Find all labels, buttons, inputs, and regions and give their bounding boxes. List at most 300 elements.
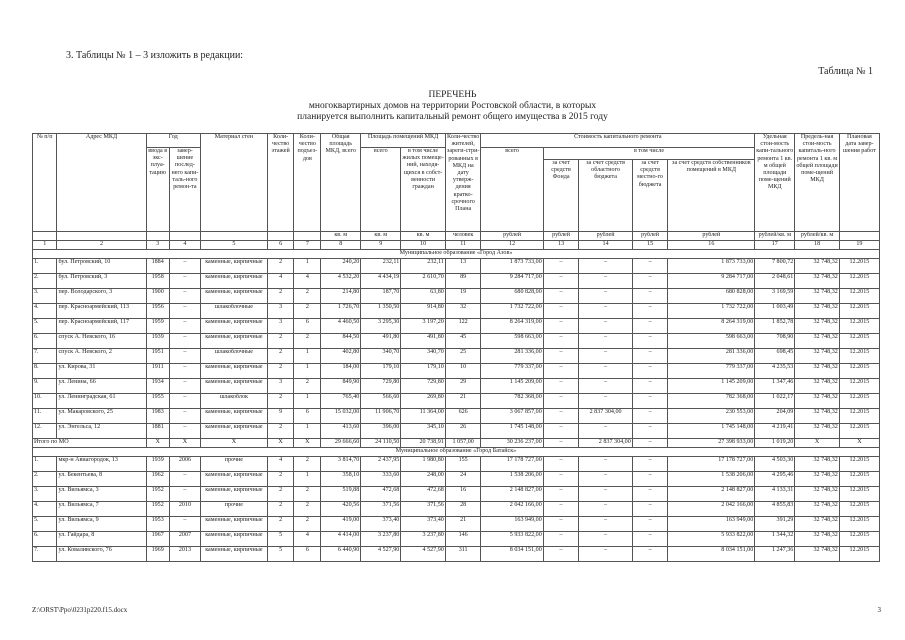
table-row [33,394,880,409]
title-line-1: ПЕРЕЧЕНЬ [428,90,477,100]
table-cell: 1952 [146,487,169,502]
table-cell: 240,20 [321,259,361,274]
table-cell: 3 [267,379,294,394]
header-area-total: Общая площадь МКД, всего [321,134,361,232]
table-cell: 2 [267,259,294,274]
table-cell: – [579,487,632,502]
table-cell: – [169,334,200,349]
total-cell: 1 057,00 [445,439,481,448]
table-cell: 12.2015 [839,424,879,439]
table-cell: каменные, кирпичные [201,517,268,532]
total-cell: Итого по МО [33,439,147,448]
table-cell: 2 [267,394,294,409]
table-cell: 3 295,30 [361,319,401,334]
header-floors: Коли-чество этажей [267,134,294,232]
table-cell: 6 [294,547,321,562]
table-cell: кв. м [321,232,361,241]
table-cell: ул. Вильямса, 7 [57,502,146,517]
table-cell: 1951 [146,349,169,364]
table-cell: 214,80 [321,289,361,304]
table-cell: 373,40 [361,517,401,532]
table-cell: ул. Бекентьева, 8 [57,472,146,487]
table-cell: каменные, кирпичные [201,424,268,439]
table-cell: – [543,517,579,532]
table-cell: кв. м [401,232,446,241]
table-cell: 1 350,50 [361,304,401,319]
table-cell: – [543,472,579,487]
table-cell: каменные, кирпичные [201,259,268,274]
table-cell: 25 [445,349,481,364]
table-row [33,349,880,364]
table-cell: 122 [445,319,481,334]
table-cell: – [169,487,200,502]
table-cell: 32 748,32 [795,532,840,547]
table-cell: 10 [445,364,481,379]
table-cell: 10 [401,241,446,250]
table-cell: 1 873 733,00 [481,259,543,274]
table-cell: 1 726,70 [321,304,361,319]
table-cell: 32 748,32 [795,394,840,409]
table-cell: 12.2015 [839,304,879,319]
table-cell: прочие [201,457,268,472]
table-cell: – [632,502,668,517]
table-cell: 4 [169,241,200,250]
table-cell: рублей [543,232,579,241]
table-cell: 3 814,70 [321,457,361,472]
table-cell: – [632,394,668,409]
table-cell: пер. Красноармейский, 113 [57,304,146,319]
table-cell: 1969 [146,547,169,562]
table-cell [146,232,169,241]
table-cell: 155 [445,457,481,472]
table-cell: 2 [267,487,294,502]
table-cell: 680 828,00 [668,289,755,304]
table-cell: ул. Ленинградская, 61 [57,394,146,409]
header-owners: за счет средств собственников помещений в МКД [668,160,755,232]
table-cell: 11 364,00 [401,409,446,424]
table-row [33,304,880,319]
table-cell: – [543,532,579,547]
table-cell: 12 [481,241,543,250]
table-cell: бул. Петровский, 10 [57,259,146,274]
table-cell: 12. [33,424,57,439]
table-cell: 12.2015 [839,349,879,364]
table-cell: 626 [445,409,481,424]
page-number: 3 [877,606,881,614]
table-cell: 1 [294,394,321,409]
total-cell: 1 019,20 [755,439,795,448]
table-cell: 1 745 148,00 [481,424,543,439]
table-cell: 2 [267,424,294,439]
table-cell: – [543,304,579,319]
table-cell: спуск А. Невского, 16 [57,334,146,349]
table-cell: 2 [294,502,321,517]
table-cell: 12.2015 [839,289,879,304]
table-cell: каменные, кирпичные [201,319,268,334]
header-plan-date: Плановая дата завер-шения работ [839,134,879,232]
table-row [33,424,880,439]
table-cell: каменные, кирпичные [201,487,268,502]
table-cell: каменные, кирпичные [201,409,268,424]
table-cell: 230 553,00 [668,409,755,424]
table-cell: 1 732 722,00 [668,304,755,319]
total-cell: 2 837 304,00 [579,439,632,448]
table-cell: 2 [57,241,146,250]
total-cell: – [543,439,579,448]
table-cell: 18 [795,241,840,250]
table-cell: 17 [755,241,795,250]
table-cell: каменные, кирпичные [201,289,268,304]
table-cell: каменные, кирпичные [201,532,268,547]
table-cell: 2 042 166,00 [668,502,755,517]
table-cell: 3 197,20 [401,319,446,334]
table-cell: 232,11 [401,259,446,274]
table-cell: 11 [445,241,481,250]
total-cell: X [169,439,200,448]
table-cell: 10. [33,394,57,409]
table-cell: 2. [33,274,57,289]
footer-path: Z:\ORST\Ppo\0231p220.f15.docx [32,606,128,614]
table-cell: каменные, кирпичные [201,379,268,394]
table-cell: 28 [445,502,481,517]
table-cell: – [579,517,632,532]
table-cell: 2. [33,472,57,487]
table-cell: 9 [267,409,294,424]
table-cell: 1 [294,349,321,364]
table-cell: 32 [445,304,481,319]
table-cell: 281 336,00 [481,349,543,364]
table-cell: – [579,364,632,379]
table-cell: 89 [445,274,481,289]
table-cell: – [632,259,668,274]
table-cell: 9. [33,379,57,394]
table-cell: 3 237,80 [361,532,401,547]
table-cell: 29 [445,379,481,394]
table-row [33,289,880,304]
table-cell: 19 [839,241,879,250]
table-cell: – [632,532,668,547]
table-cell: 373,40 [401,517,446,532]
table-cell: 8 [321,241,361,250]
table-cell: 3 [267,304,294,319]
table-header [33,134,880,232]
table-cell: каменные, кирпичные [201,274,268,289]
table-cell: 1 538 206,00 [481,472,543,487]
table-cell: – [543,334,579,349]
table-cell: 32 748,32 [795,259,840,274]
table-cell: – [632,319,668,334]
table-cell: 1 344,32 [755,532,795,547]
table-cell: ул. Макаровского, 25 [57,409,146,424]
table-row [33,364,880,379]
table-cell: 2007 [169,532,200,547]
table-cell: – [579,424,632,439]
units-row [33,232,880,241]
table-cell: 3 067 857,00 [481,409,543,424]
table-cell: 12.2015 [839,457,879,472]
table-cell: 3 [267,319,294,334]
table-cell: 4 235,53 [755,364,795,379]
table-cell: – [543,502,579,517]
table-cell: – [543,349,579,364]
table-cell: 12.2015 [839,319,879,334]
table-cell: 17 178 727,00 [668,457,755,472]
table-cell: – [169,472,200,487]
header-year-built: ввода в экс-плуа-тацию [146,148,169,232]
table-cell: 32 748,32 [795,487,840,502]
table-cell: 1884 [146,259,169,274]
table-cell: 729,80 [361,379,401,394]
table-cell: 5 933 822,00 [668,532,755,547]
table-cell: 566,60 [361,394,401,409]
table-cell: 3. [33,487,57,502]
table-row [33,502,880,517]
table-cell: 32 748,32 [795,274,840,289]
header-cost-total: всего [481,148,543,232]
table-cell: 6 [294,409,321,424]
table-cell: – [169,274,200,289]
header-premises: Площадь помещений МКД [361,134,446,148]
table-cell: 8 264 319,00 [481,319,543,334]
table-cell: 2 [267,349,294,364]
title-block [0,90,905,123]
table-cell: мкр-н Авиагородок, 13 [57,457,146,472]
column-number-row [33,241,880,250]
total-cell: X [839,439,879,448]
table-cell: ул. Ленина, 66 [57,379,146,394]
table-cell: 7. [33,547,57,562]
table-cell: 4 295,46 [755,472,795,487]
table-cell: рублей [579,232,632,241]
table-cell: 680 828,00 [481,289,543,304]
total-row [33,439,880,448]
table-cell: – [579,319,632,334]
table-cell: – [169,349,200,364]
table-cell: 1952 [146,502,169,517]
table-row [33,259,880,274]
table-cell: – [543,289,579,304]
header-residents: Коли-чество жителей, зареги-стри-рованных в МКД на дату утверж-дения кратко-срочного Плана [445,134,481,232]
header-max-cost: Предель-ная стои-мость капиталь-ного ремонта 1 кв. м общей площади поме-щений МКД [795,134,840,232]
table-cell: 1939 [146,457,169,472]
table-cell: – [579,274,632,289]
table-cell: рублей/кв. м [795,232,840,241]
table-cell: – [169,364,200,379]
total-cell: 20 738,91 [401,439,446,448]
table-cell: 4 [294,532,321,547]
table-cell: – [169,319,200,334]
header-wall: Материал стен [201,134,268,232]
table-cell: – [579,502,632,517]
table-cell: каменные, кирпичные [201,364,268,379]
section-title: Муниципальное образование «Город Азов» [33,250,880,259]
table-cell: – [169,394,200,409]
table-cell: 179,10 [361,364,401,379]
table-cell: 1 538 206,00 [668,472,755,487]
table-cell: 63,80 [401,289,446,304]
table-cell: 782 368,00 [481,394,543,409]
table-cell: шлакоблок [201,394,268,409]
table-cell: бул. Петровский, 3 [57,274,146,289]
table-cell: каменные, кирпичные [201,547,268,562]
table-cell: ул. Энгельса, 12 [57,424,146,439]
table-row [33,517,880,532]
table-cell: 32 748,32 [795,472,840,487]
table-cell: 32 748,32 [795,424,840,439]
header-year-renov: завер-шение послед-него капи-таль-ного ремон-та [169,148,200,232]
table-cell: 2 [267,472,294,487]
table-cell: 1 022,17 [755,394,795,409]
table-cell: 914,80 [401,304,446,319]
table-cell: 281 336,00 [668,349,755,364]
table-cell: 1 [294,364,321,379]
table-cell: 12.2015 [839,259,879,274]
table-row [33,274,880,289]
table-cell: 844,50 [321,334,361,349]
header-prem-res: в том числе жилых помеще-ний, находя-щихся в собст-венности граждан [401,148,446,232]
table-cell [267,232,294,241]
section-row [33,250,880,259]
table-cell: 17 178 727,00 [481,457,543,472]
table-cell: – [632,289,668,304]
table-cell: 396,00 [361,424,401,439]
table-cell: – [169,289,200,304]
table-cell: 1 [294,472,321,487]
table-cell: пер. Красноармейский, 117 [57,319,146,334]
table-cell: 6 [294,319,321,334]
table-cell: 4 133,31 [755,487,795,502]
table-cell: 2 [267,502,294,517]
total-cell: 30 236 237,00 [481,439,543,448]
table-cell: 204,09 [755,409,795,424]
table-cell: 4 219,41 [755,424,795,439]
table-row [33,457,880,472]
table-cell: 4 [294,274,321,289]
table-cell: 598 663,00 [668,334,755,349]
title-line-3: планируется выполнить капитальный ремонт общего имущества в 2015 году [297,112,608,122]
table-number: Таблица № 1 [818,66,873,77]
header-oblast: за счет средств областного бюджета [579,160,632,232]
header-entrances: Коли-чество подъез-дов [294,134,321,232]
table-cell: – [543,547,579,562]
table-cell: 1 [33,241,57,250]
table-cell: 849,90 [321,379,361,394]
table-cell: кв. м [361,232,401,241]
table-cell: 32 748,32 [795,547,840,562]
table-cell: 708,90 [755,334,795,349]
total-cell: 27 398 933,00 [668,439,755,448]
table-cell: 420,56 [321,502,361,517]
table-cell: 2013 [169,547,200,562]
table-cell: – [579,547,632,562]
table-cell: – [579,289,632,304]
total-cell: 24 110,50 [361,439,401,448]
table-cell: 4 532,20 [321,274,361,289]
table-cell: 32 748,32 [795,457,840,472]
table-cell: 15 [632,241,668,250]
table-cell: 2010 [169,502,200,517]
table-cell: 419,00 [321,517,361,532]
table-cell: – [169,424,200,439]
table-cell: – [632,349,668,364]
table-cell: 2 [267,289,294,304]
table-row [33,409,880,424]
total-cell: X [146,439,169,448]
table-cell: 19 [445,289,481,304]
table-cell: – [169,379,200,394]
header-prem-total: всего [361,148,401,232]
table-cell: 2 [294,304,321,319]
table-cell: – [632,304,668,319]
table-cell: 9 [361,241,401,250]
table-cell: 340,70 [401,349,446,364]
header-spec-cost: Удельная стои-мость капи-тального ремонта 1 кв. м общей площади поме-щений МКД [755,134,795,232]
table-cell: – [632,517,668,532]
table-cell: 358,10 [321,472,361,487]
table-cell: 8 034 151,00 [668,547,755,562]
table-cell: человек [445,232,481,241]
table-cell: 12.2015 [839,547,879,562]
table-row [33,487,880,502]
table-cell: 45 [445,334,481,349]
table-cell: – [543,394,579,409]
table-cell: 2 437,95 [361,457,401,472]
table-cell: 12.2015 [839,364,879,379]
table-cell: 9 284 717,00 [481,274,543,289]
table-cell: 12.2015 [839,409,879,424]
table-cell: 163 949,00 [668,517,755,532]
table-cell: 1959 [146,319,169,334]
table-row [33,532,880,547]
table-cell: 1 [294,259,321,274]
table-cell: 519,88 [321,487,361,502]
table-cell: – [543,274,579,289]
table-cell: – [632,457,668,472]
table-cell: 32 748,32 [795,364,840,379]
table-cell: 7 [294,241,321,250]
table-cell: – [543,379,579,394]
table-cell: 4 503,30 [755,457,795,472]
total-cell: X [294,439,321,448]
table-cell: рублей/кв. м [755,232,795,241]
table-cell: – [579,532,632,547]
table-cell: 11 906,70 [361,409,401,424]
table-cell: 3. [33,289,57,304]
table-cell: 2 [294,379,321,394]
table-cell: 12.2015 [839,379,879,394]
table-cell: 12.2015 [839,532,879,547]
header-num: № п/п [33,134,57,232]
title-line-2: многоквартирных домов на территории Ростовской области, в которых [308,101,597,111]
table-cell: 698,45 [755,349,795,364]
table-cell: – [543,487,579,502]
table-cell: 1 145 209,00 [668,379,755,394]
table-cell: 13 [543,241,579,250]
table-cell: 12.2015 [839,394,879,409]
table-cell: 1934 [146,379,169,394]
table-cell: 491,80 [361,334,401,349]
table-cell: – [632,409,668,424]
table-cell: 391,29 [755,517,795,532]
table-cell: 2 [294,457,321,472]
table-cell: 1 980,80 [401,457,446,472]
section-row [33,448,880,457]
table-cell: 6. [33,334,57,349]
table-cell: 32 748,32 [795,334,840,349]
table-cell: 5. [33,319,57,334]
table-cell: 21 [445,394,481,409]
table-cell: 2 [294,289,321,304]
